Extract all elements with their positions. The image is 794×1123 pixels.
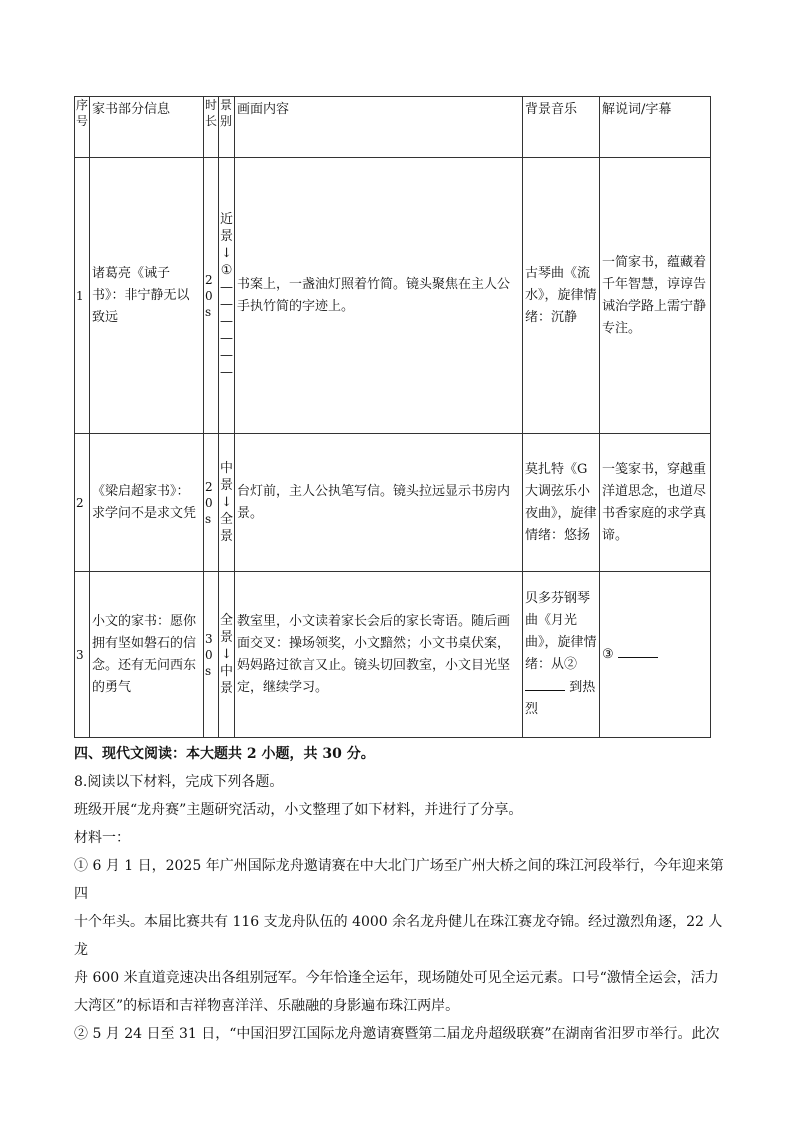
blank-marker-3: ③ (602, 647, 614, 662)
music-text: 贝多芬钢琴曲《月光曲》，旋律情绪：从② (525, 591, 597, 672)
row-shot (219, 158, 235, 434)
header-info: 家书部分信息 (90, 97, 204, 158)
table-header-row (75, 97, 711, 158)
row-music: 古琴曲《流水》，旋律情绪：沉静 (523, 158, 600, 434)
question-text: 8.阅读以下材料，完成下列各题。 (74, 774, 284, 790)
section-heading: 四、现代文阅读：本大题共 2 小题，共 30 分。 (74, 746, 375, 762)
row-info: 诸葛亮《诫子书》：非宁静无以致远 (90, 158, 204, 434)
material-label: 材料一： (74, 830, 130, 846)
answer-blank-2[interactable] (525, 676, 565, 691)
shot-char: 景 (220, 529, 234, 544)
row-no: 1 (75, 158, 90, 434)
blank-marker-1: ① (220, 262, 233, 278)
row-music (523, 572, 600, 738)
blank-dash: — (220, 296, 234, 312)
shot-char: 景 (220, 630, 234, 645)
header-narration: 解说词/字幕 (600, 97, 711, 158)
shot-arrow: ↓ (221, 495, 232, 510)
header-no: 序号 (75, 97, 90, 158)
storyboard-table (74, 96, 711, 738)
header-shot: 景别 (219, 97, 235, 158)
paragraph-line: 十个年头。本届比赛共有 116 支龙舟队伍的 4000 余名龙舟健儿在珠江赛龙夺锦。经过激烈角逐，22 人龙 (74, 914, 723, 958)
shot-char: 中 (220, 461, 234, 476)
reading-section (74, 740, 724, 1048)
row-info: 《梁启超家书》：求学问不是求文凭 (90, 434, 204, 572)
header-content: 画面内容 (235, 97, 523, 158)
table-row (75, 158, 711, 434)
row-narration (600, 572, 711, 738)
blank-dash: — (220, 347, 234, 363)
paragraph-line: ② 5 月 24 日至 31 日，“中国汨罗江国际龙舟邀请赛暨第二届龙舟超级联赛”在湖南省汨罗市举行。此次 (74, 1026, 720, 1042)
row-no: 3 (75, 572, 90, 738)
blank-dash: — (220, 279, 234, 295)
row-info: 小文的家书：愿你拥有坚如磐石的信念。还有无问西东的勇气 (90, 572, 204, 738)
row-content: 教室里，小文读着家长会后的家长寄语。随后画面交叉：操场领奖，小文黯然；小文书桌伏案，妈妈路过欲言又止。镜头切回教室，小文目光坚定，继续学习。 (235, 572, 523, 738)
music-text-end: 到热烈 (525, 680, 596, 717)
shot-arrow: ↓ (221, 245, 232, 261)
row-content: 台灯前，主人公执笔写信。镜头拉远显示书房内景。 (235, 434, 523, 572)
header-duration: 时长 (204, 97, 219, 158)
row-shot (219, 572, 235, 738)
row-content: 书案上，一盏油灯照着竹简。镜头聚焦在主人公手执竹简的字迹上。 (235, 158, 523, 434)
paragraph-line: 舟 600 米直道竞速决出各组别冠军。今年恰逢全运年，现场随处可见全运元素。口号“激情全运会，活力 (74, 970, 719, 986)
shot-char: 近 (220, 211, 234, 227)
paragraph-line: 大湾区”的标语和吉祥物喜洋洋、乐融融的身影遍布珠江两岸。 (74, 998, 460, 1014)
answer-blank-3[interactable] (618, 643, 658, 658)
row-narration: 一简家书，蕴藏着千年智慧，谆谆告诫治学路上需宁静专注。 (600, 158, 711, 434)
table-row (75, 572, 711, 738)
row-music: 莫扎特《G大调弦乐小夜曲》，旋律情绪：悠扬 (523, 434, 600, 572)
shot-char: 景 (220, 228, 234, 244)
blank-dash: — (220, 313, 234, 329)
shot-arrow: ↓ (221, 647, 232, 662)
shot-char: 全 (220, 512, 234, 527)
row-shot (219, 434, 235, 572)
blank-dash: — (220, 330, 234, 346)
table-row (75, 434, 711, 572)
shot-char: 中 (220, 664, 234, 679)
shot-char: 全 (220, 613, 234, 628)
intro-text: 班级开展“龙舟赛”主题研究活动，小文整理了如下材料，并进行了分享。 (74, 802, 523, 818)
shot-char: 景 (220, 478, 234, 493)
row-duration: 30s (204, 572, 219, 738)
row-duration: 20s (204, 434, 219, 572)
blank-dash: — (220, 364, 234, 380)
paragraph-line: ① 6 月 1 日，2025 年广州国际龙舟邀请赛在中大北门广场至广州大桥之间的珠江河段举行，今年迎来第四 (74, 858, 724, 902)
row-no: 2 (75, 434, 90, 572)
row-duration: 20s (204, 158, 219, 434)
shot-char: 景 (220, 681, 234, 696)
header-music: 背景音乐 (523, 97, 600, 158)
row-narration: 一笺家书，穿越重洋道思念，也道尽书香家庭的求学真谛。 (600, 434, 711, 572)
